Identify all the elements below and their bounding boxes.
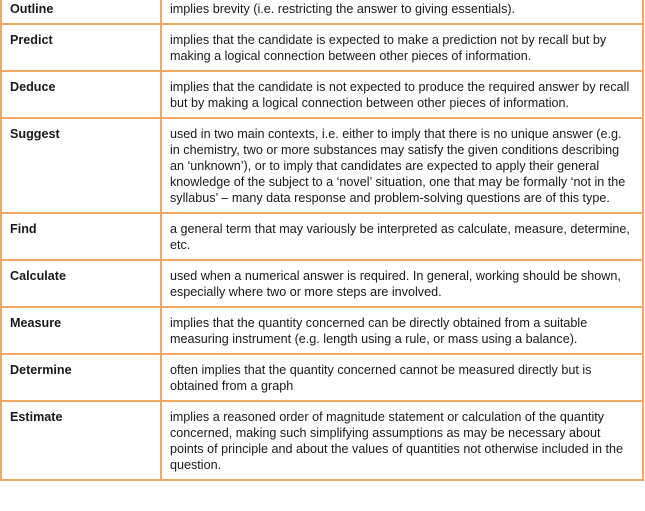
definition-suggest: used in two main contexts, i.e. either to imply that there is no unique answer (e.g. in chemistry, two or more substances may satisfy the given conditions describing an ‘unknown’), or to imply that candidates are expected to apply their general knowledge of the subject to a ‘novel’ situation, one that may be formally ‘not in the syllabus’ – many data response and problem-solving questions are of this type. xyxy=(161,118,643,213)
table-row xyxy=(1,260,643,307)
definition-outline: implies brevity (i.e. restricting the answer to giving essentials). xyxy=(161,0,643,24)
definition-estimate: implies a reasoned order of magnitude statement or calculation of the quantity concerned, making such simplifying assumptions as may be necessary about points of principle and about the values of quantities not otherwise included in the question. xyxy=(161,401,643,480)
term-deduce: Deduce xyxy=(1,71,161,118)
term-suggest: Suggest xyxy=(1,118,161,213)
table-row xyxy=(1,401,643,480)
definition-measure: implies that the quantity concerned can be directly obtained from a suitable measuring instrument (e.g. length using a rule, or mass using a balance). xyxy=(161,307,643,354)
definition-determine: often implies that the quantity concerned cannot be measured directly but is obtained from a graph xyxy=(161,354,643,401)
term-estimate: Estimate xyxy=(1,401,161,480)
table-row xyxy=(1,354,643,401)
table-row xyxy=(1,307,643,354)
table-row xyxy=(1,71,643,118)
definition-find: a general term that may variously be interpreted as calculate, measure, determine, etc. xyxy=(161,213,643,260)
term-measure: Measure xyxy=(1,307,161,354)
term-calculate: Calculate xyxy=(1,260,161,307)
definition-calculate: used when a numerical answer is required. In general, working should be shown, especially where two or more steps are involved. xyxy=(161,260,643,307)
table-row xyxy=(1,118,643,213)
term-find: Find xyxy=(1,213,161,260)
term-determine: Determine xyxy=(1,354,161,401)
term-predict: Predict xyxy=(1,24,161,71)
term-outline: Outline xyxy=(1,0,161,24)
definition-deduce: implies that the candidate is not expected to produce the required answer by recall but by making a logical connection between other pieces of information. xyxy=(161,71,643,118)
table-row xyxy=(1,0,643,24)
definition-predict: implies that the candidate is expected to make a prediction not by recall but by making a logical connection between other pieces of information. xyxy=(161,24,643,71)
table-row xyxy=(1,213,643,260)
table-row xyxy=(1,24,643,71)
